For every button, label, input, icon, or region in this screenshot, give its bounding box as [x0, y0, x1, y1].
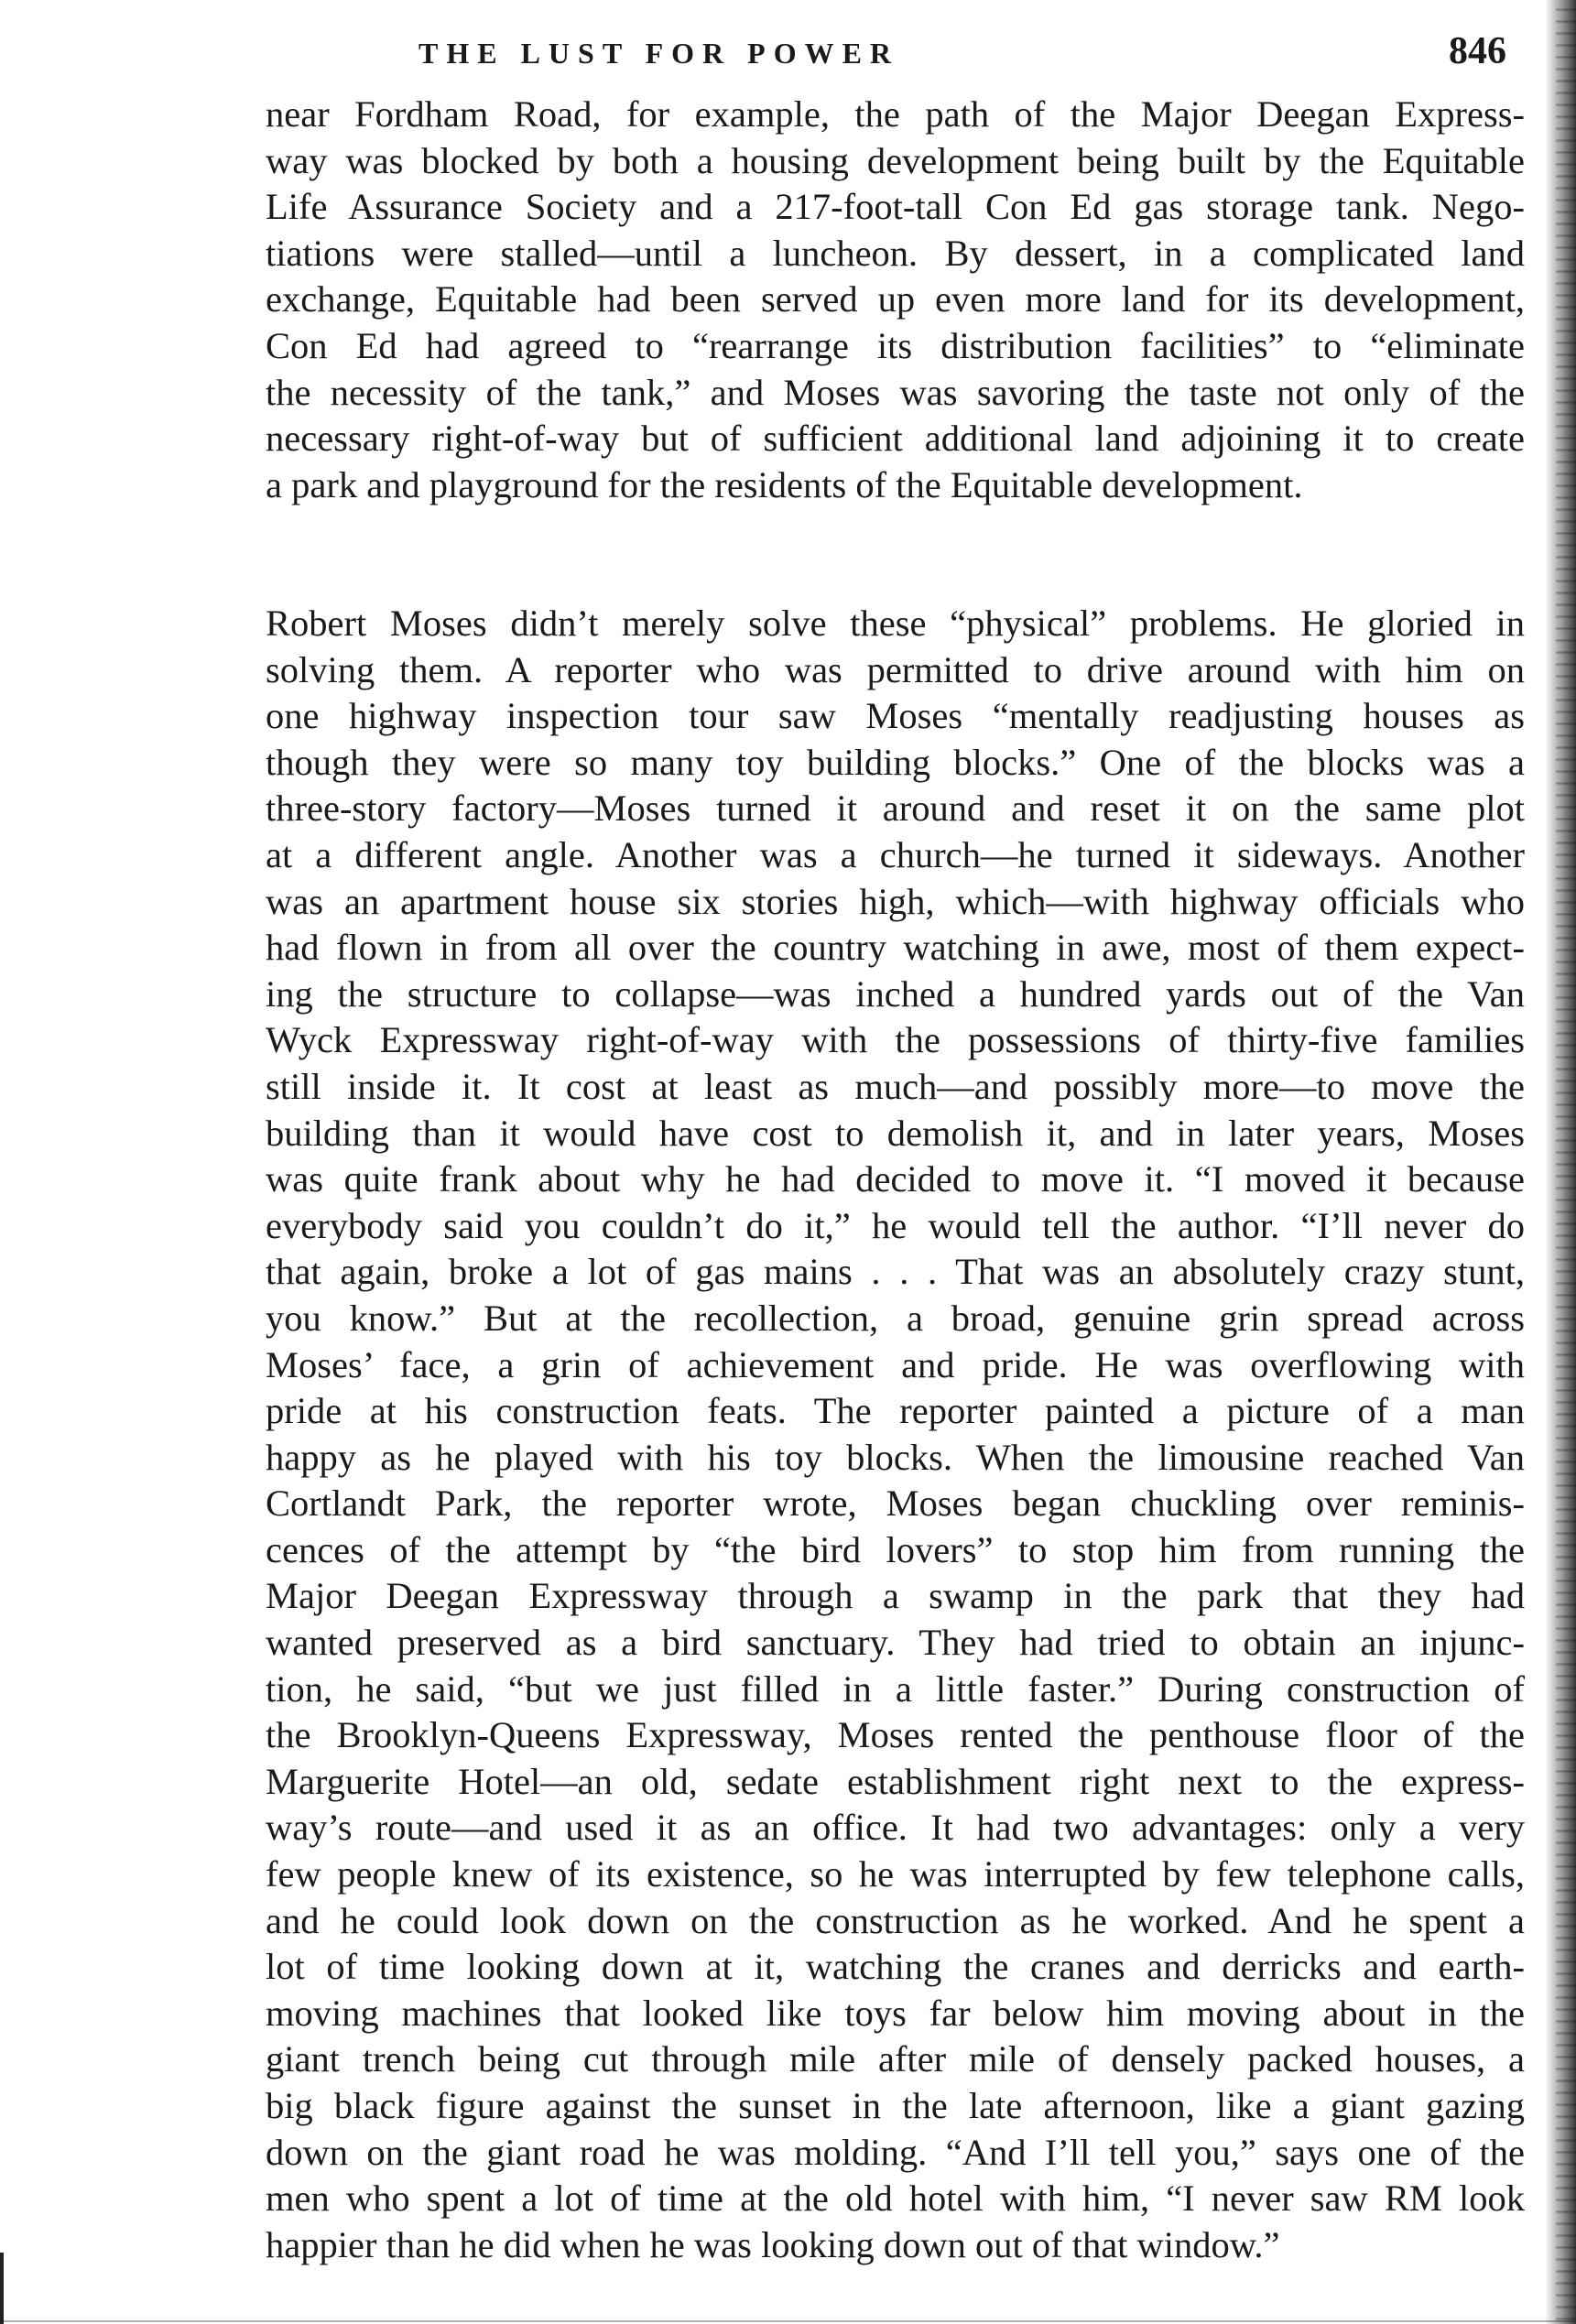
text-line: way’s route—and used it as an office. It had two advantages: only a very [266, 1807, 1525, 1849]
paragraph-robert-moses [266, 601, 1525, 2268]
text-line: solving them. A reporter who was permitted to drive around with him on [266, 648, 1525, 690]
text-line: everybody said you couldn’t do it,” he would tell the author. “I’ll never do [266, 1204, 1525, 1246]
text-line: that again, broke a lot of gas mains . . . That was an absolutely crazy stunt, [266, 1251, 1525, 1293]
text-line: cences of the attempt by “the bird lovers” to stop him from running the [266, 1528, 1525, 1570]
text-line: few people knew of its existence, so he was interrupted by few telephone calls, [266, 1853, 1525, 1895]
text-line: moving machines that looked like toys far below him moving about in the [266, 1992, 1525, 2034]
page-header [418, 26, 1506, 81]
paragraph-continued [266, 92, 1525, 508]
text-line: Major Deegan Expressway through a swamp in the park that they had [266, 1575, 1525, 1617]
text-line: the Brooklyn-Queens Expressway, Moses rented the penthouse floor of the [266, 1714, 1525, 1756]
text-line: happier than he did when he was looking down out of that window.” [266, 2223, 1280, 2265]
text-line: necessary right-of-way but of sufficient additional land adjoining it to create [266, 418, 1525, 460]
text-line: wanted preserved as a bird sanctuary. They had tried to obtain an injunc- [266, 1622, 1525, 1664]
scan-edge-specks [1556, 0, 1576, 2324]
text-line: and he could look down on the construction as he worked. And he spent a [266, 1899, 1525, 1941]
text-line: tiations were stalled—until a luncheon. By dessert, in a complicated land [266, 232, 1525, 274]
text-line: had flown in from all over the country watching in awe, most of them expect- [266, 927, 1525, 969]
text-line: at a different angle. Another was a church—he turned it sideways. Another [266, 833, 1525, 875]
text-line: building than it would have cost to demolish it, and in later years, Moses [266, 1112, 1525, 1154]
text-line: one highway inspection tour saw Moses “mentally readjusting houses as [266, 695, 1525, 737]
page-number: 846 [1449, 30, 1506, 72]
text-line: Robert Moses didn’t merely solve these “physical” problems. He gloried in [266, 603, 1525, 644]
text-line: a park and playground for the residents of the Equitable development. [266, 463, 1303, 505]
scan-margin-mark [0, 2253, 4, 2324]
text-line: Cortlandt Park, the reporter wrote, Moses began chuckling over reminis- [266, 1482, 1525, 1525]
text-line: down on the giant road he was molding. “And I’ll tell you,” says one of the [266, 2131, 1525, 2173]
scan-bottom-line [0, 2320, 1576, 2322]
text-line: happy as he played with his toy blocks. When the limousine reached Van [266, 1436, 1525, 1478]
text-line: lot of time looking down at it, watching the cranes and derricks and earth- [266, 1946, 1525, 1988]
text-line: though they were so many toy building blocks.” One of the blocks was a [266, 741, 1525, 783]
text-line: Moses’ face, a grin of achievement and pride. He was overflowing with [266, 1343, 1525, 1385]
text-line: Life Assurance Society and a 217-foot-tall Con Ed gas storage tank. Nego- [266, 186, 1525, 228]
text-line: ing the structure to collapse—was inched a hundred yards out of the Van [266, 972, 1525, 1015]
text-line: big black figure against the sunset in the late afternoon, like a giant gazing [266, 2085, 1525, 2126]
text-line: exchange, Equitable had been served up even more land for its development, [266, 278, 1525, 320]
text-line: giant trench being cut through mile after mile of densely packed houses, a [266, 2038, 1525, 2080]
text-line: Con Ed had agreed to “rearrange its distribution facilities” to “eliminate [266, 324, 1525, 366]
text-line: men who spent a lot of time at the old hotel with him, “I never saw RM look [266, 2177, 1525, 2220]
text-line: the necessity of the tank,” and Moses was savoring the taste not only of the [266, 371, 1525, 413]
text-line: way was blocked by both a housing development being built by the Equitable [266, 139, 1525, 181]
text-line: tion, he said, “but we just filled in a little faster.” During construction of [266, 1667, 1525, 1710]
text-line: Marguerite Hotel—an old, sedate establishment right next to the express- [266, 1760, 1525, 1802]
text-line: was an apartment house six stories high, which—with highway officials who [266, 880, 1525, 922]
text-line: Wyck Expressway right-of-way with the possessions of thirty-five families [266, 1019, 1525, 1061]
text-line: still inside it. It cost at least as much—and possibly more—to move the [266, 1065, 1525, 1107]
text-line: three-story factory—Moses turned it around and reset it on the same plot [266, 787, 1525, 830]
text-line: was quite frank about why he had decided to move it. “I moved it because [266, 1158, 1525, 1200]
text-line: pride at his construction feats. The reporter painted a picture of a man [266, 1390, 1525, 1432]
text-line: near Fordham Road, for example, the path of the Major Deegan Express- [266, 93, 1525, 135]
text-line: you know.” But at the recollection, a broad, genuine grin spread across [266, 1297, 1525, 1339]
running-head: THE LUST FOR POWER [418, 37, 900, 70]
